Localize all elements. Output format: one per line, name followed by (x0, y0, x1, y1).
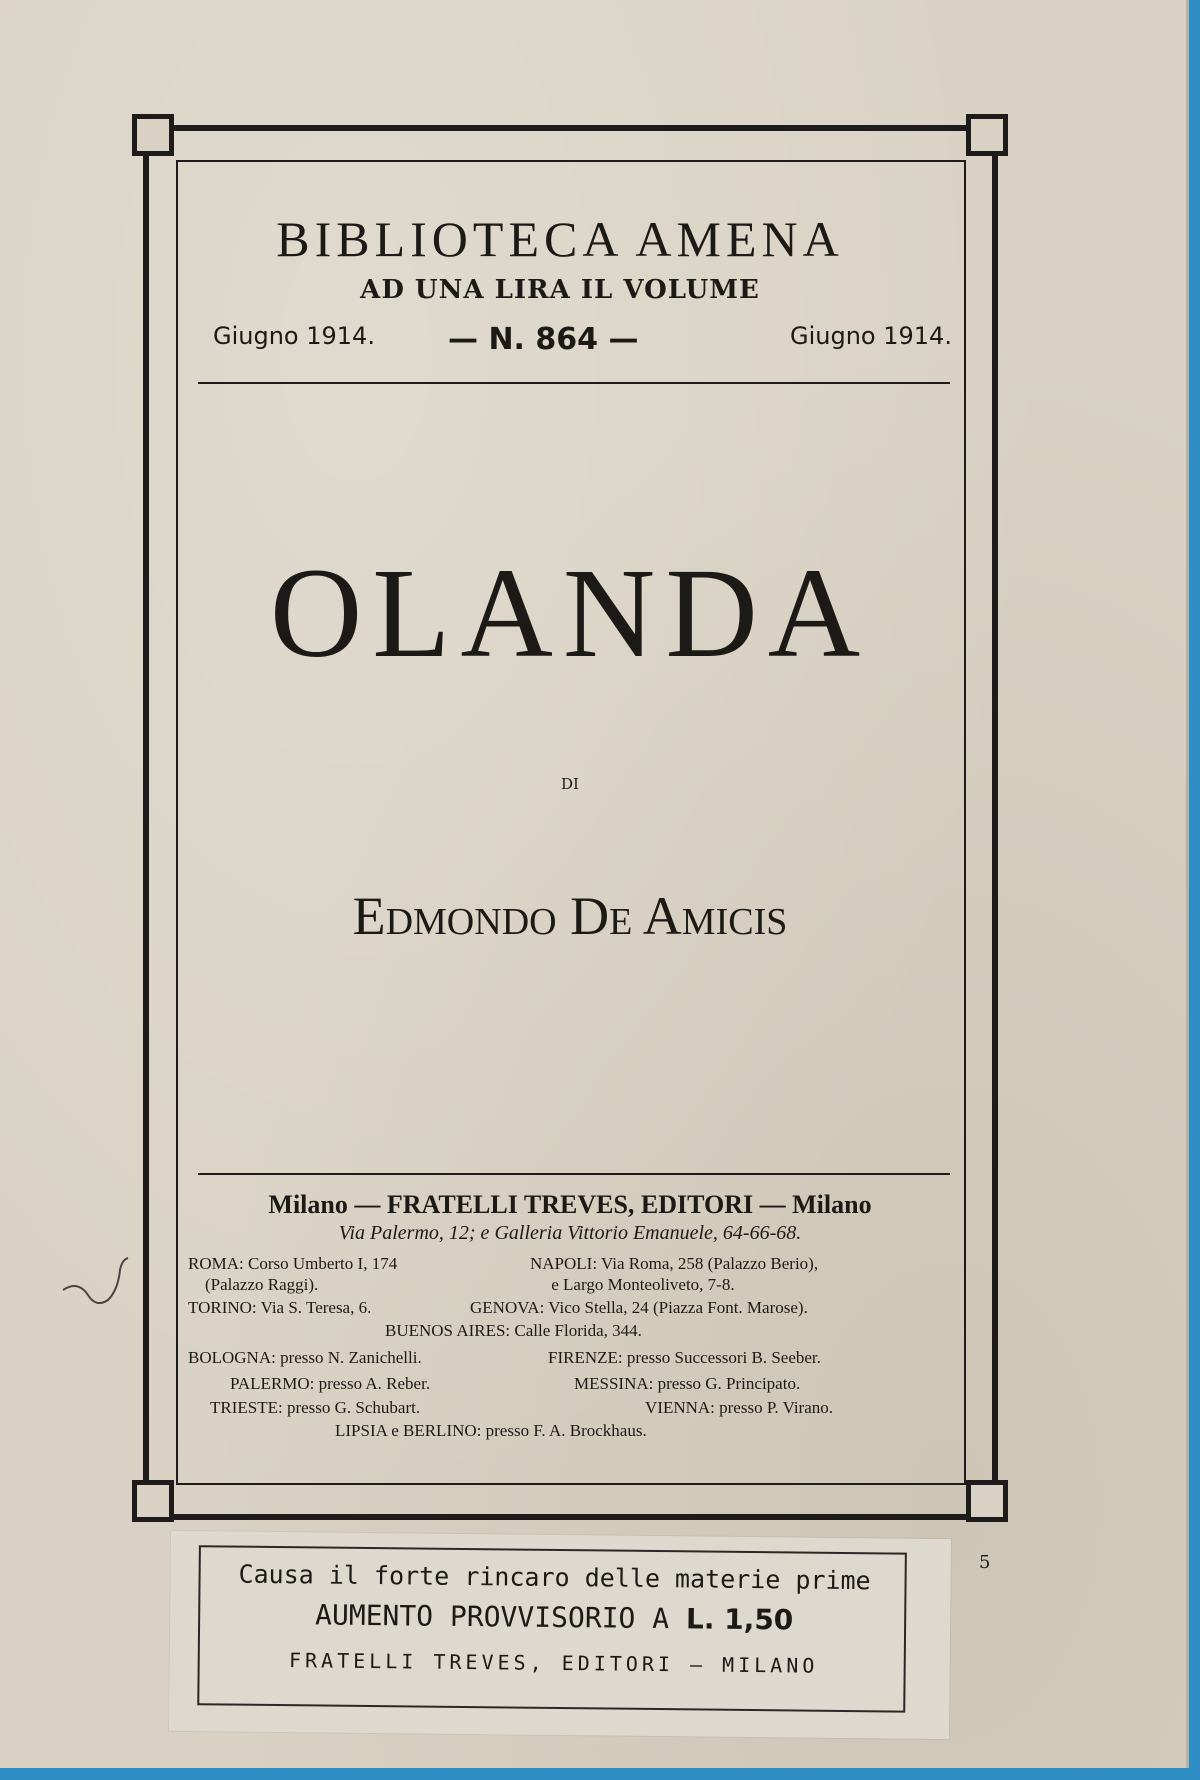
branch-napoli: NAPOLI: Via Roma, 258 (Palazzo Berio), e Largo Monteoliveto, 7-8. (530, 1254, 819, 1294)
author-name: Edmondo De Amicis (352, 886, 788, 946)
pencil-mark (58, 1250, 138, 1320)
issue-number: — N. 864 — (448, 322, 639, 357)
branch-firenze: FIRENZE: presso Successori B. Seeber. (548, 1348, 821, 1367)
branch-bologna: BOLOGNA: presso N. Zanichelli. (188, 1348, 422, 1367)
publisher-address: Via Palermo, 12; e Galleria Vittorio Emanuele, 64-66-68. (338, 1222, 802, 1244)
price-sticker (169, 1531, 951, 1739)
header-divider (198, 382, 950, 384)
frame-corner-ornament (132, 1480, 174, 1522)
page-number: 5 (979, 1552, 991, 1573)
sticker-increase-text: AUMENTO PROVVISORIO A (314, 1598, 687, 1636)
branch-buenos-aires: BUENOS AIRES: Calle Florida, 344. (385, 1321, 642, 1340)
branch-messina: MESSINA: presso G. Principato. (574, 1374, 801, 1393)
sticker-border (197, 1545, 907, 1712)
sticker-publisher: FRATELLI TREVES, EDITORI — MILANO (288, 1648, 819, 1678)
branch-trieste: TRIESTE: presso G. Schubart. (210, 1398, 421, 1417)
publisher-divider (198, 1173, 950, 1175)
branch-torino: TORINO: Via S. Teresa, 6. (188, 1298, 372, 1317)
series-subtitle: AD UNA LIRA IL VOLUME (360, 275, 760, 305)
branch-vienna: VIENNA: presso P. Virano. (645, 1398, 834, 1417)
frame-corner-ornament (966, 1480, 1008, 1522)
branch-lipsia-berlino: LIPSIA e BERLINO: presso F. A. Brockhaus. (335, 1421, 647, 1440)
branch-genova: GENOVA: Vico Stella, 24 (Piazza Font. Marose). (470, 1298, 808, 1317)
sticker-price: L. 1,50 (685, 1602, 794, 1637)
frame-corner-ornament (132, 114, 174, 156)
publisher-name: Milano — FRATELLI TREVES, EDITORI — Milano (268, 1190, 872, 1219)
branch-palermo: PALERMO: presso A. Reber. (230, 1374, 431, 1393)
sticker-line-1: Causa il forte rincaro delle materie prime (238, 1559, 871, 1596)
frame-corner-ornament (966, 114, 1008, 156)
book-title: OLANDA (269, 542, 871, 684)
branch-roma: ROMA: Corso Umberto I, 174 (Palazzo Raggi). (188, 1254, 398, 1294)
by-label: DI (561, 775, 579, 793)
issue-date-right: Giugno 1914. (790, 322, 952, 350)
series-title: BIBLIOTECA AMENA (276, 211, 844, 267)
sticker-line-2 (200, 1597, 908, 1637)
issue-date-left: Giugno 1914. (213, 322, 375, 350)
